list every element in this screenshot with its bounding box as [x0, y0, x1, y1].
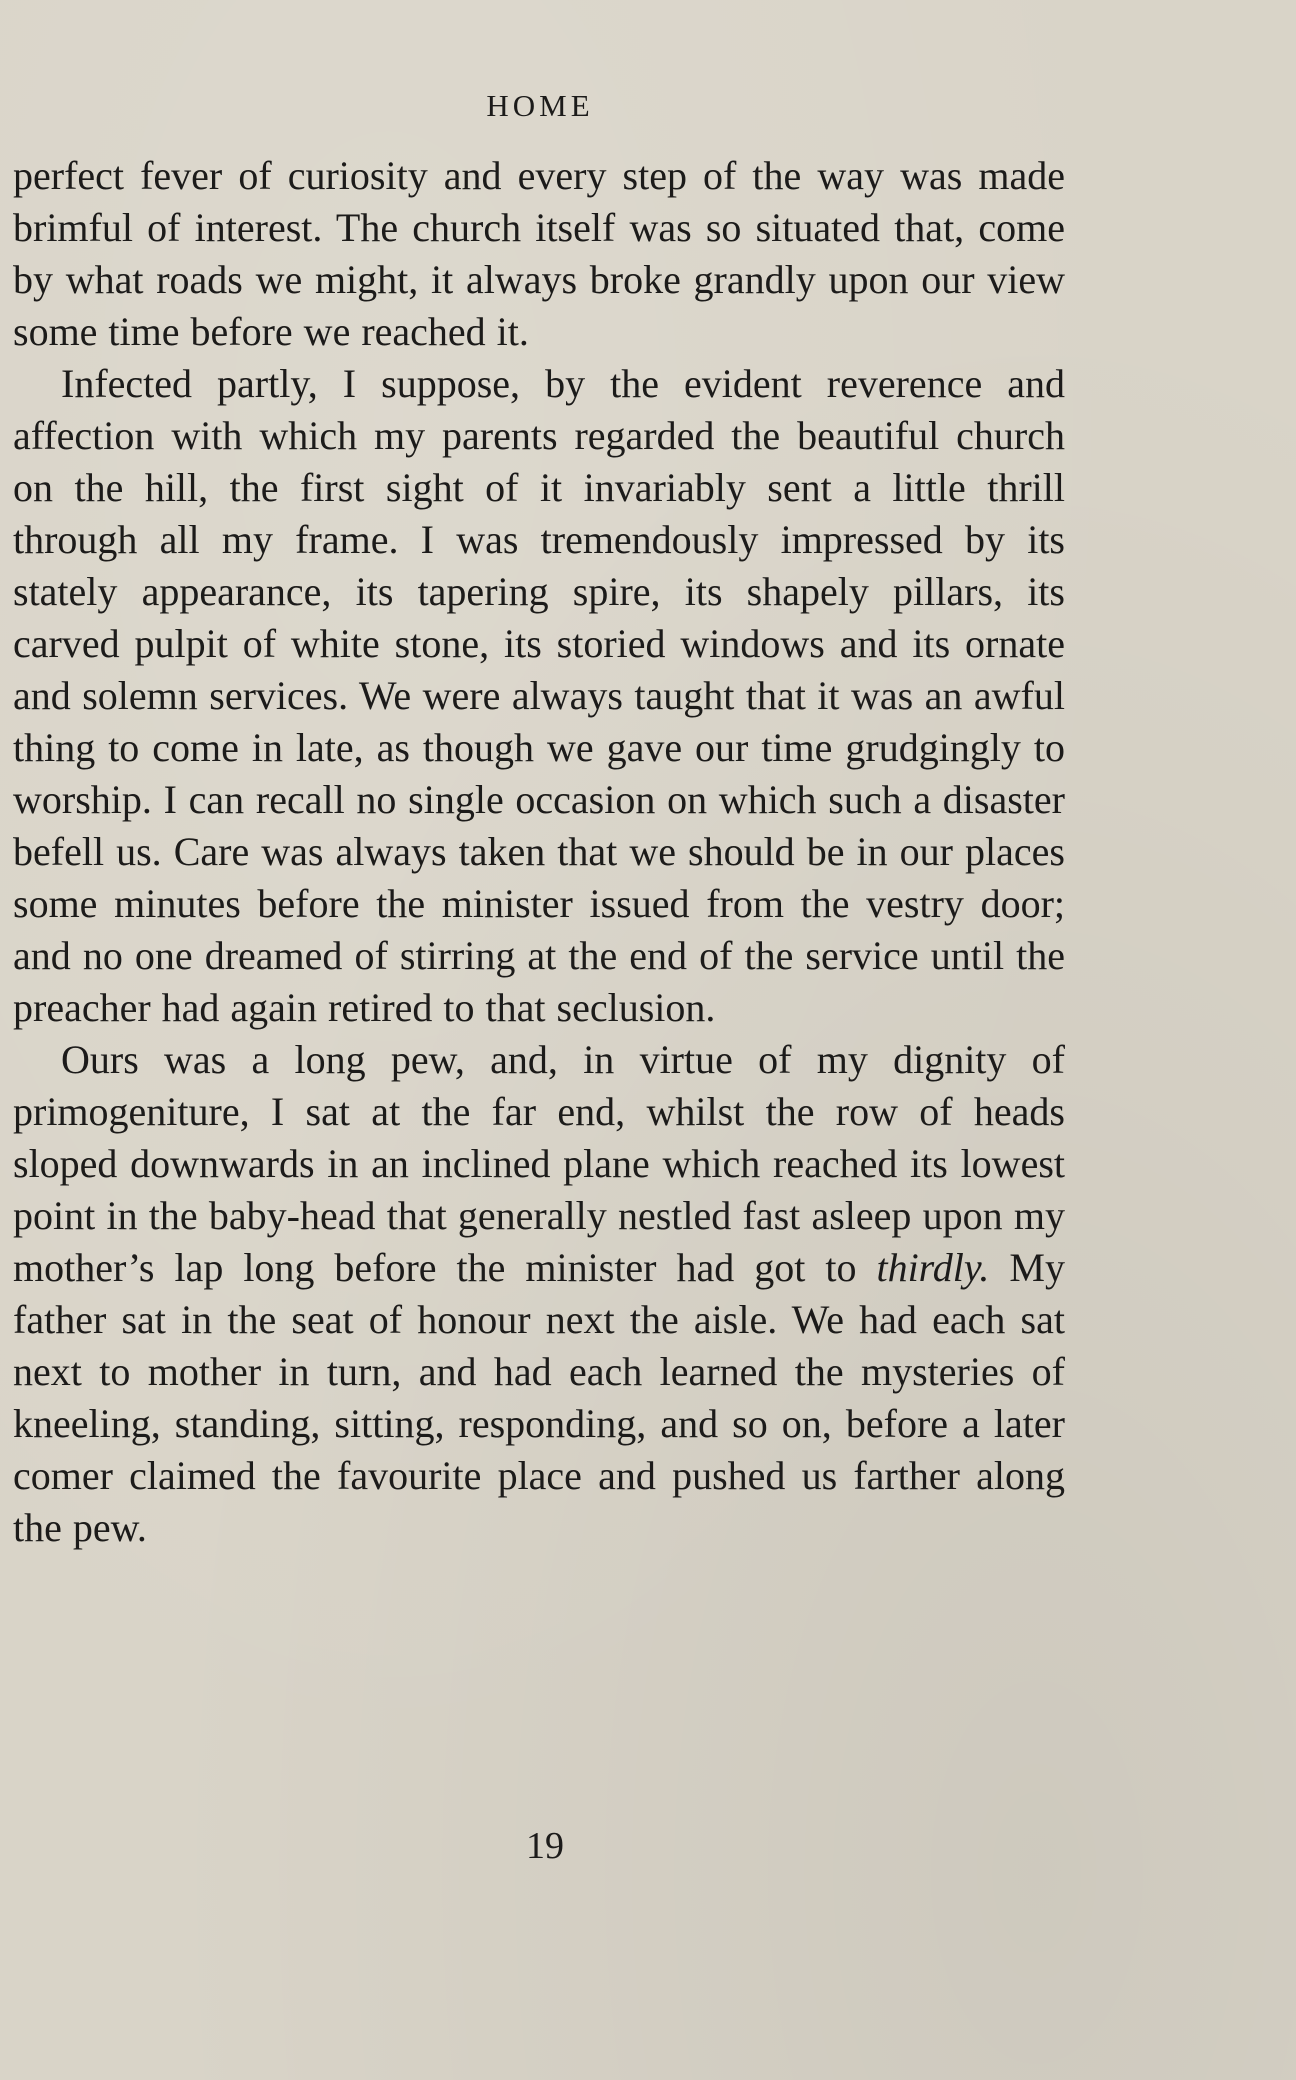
paragraph-1: perfect fever of curiosity and every step of the way was made brimful of interest. The church itself was so situated that, come by what roads we might, it always broke grandly upon our view some time before we reached it.	[13, 153, 1065, 354]
paragraph-3-italic: thirdly.	[876, 1245, 990, 1290]
body-text	[13, 150, 1065, 1554]
page-number: 19	[526, 1825, 564, 1867]
paragraph-3-text-after: My father sat in the seat of honour next the aisle. We had each sat next to mother in turn, and had each learned the mysteries of kneeling, standing, sitting, responding, and so on, before a later comer claimed the favourite place and pushed us farther along the pew.	[13, 1245, 1065, 1550]
paragraph-3	[13, 1034, 1065, 1554]
running-head: HOME	[486, 88, 594, 123]
paragraph-3-text-before: Ours was a long pew, and, in virtue of my dignity of primogeniture, I sat at the far end, whilst the row of heads sloped downwards in an inclined plane which reached its lowest point in the baby-head that generally nestled fast asleep upon my mother’s lap long before the minister had got to	[13, 1037, 1065, 1290]
paragraph-2: Infected partly, I suppose, by the evident reverence and affection with which my parents regarded the beautiful church on the hill, the first sight of it invariably sent a little thrill through all my frame. I was tremendously impressed by its stately appearance, its tapering spire, its shapely pillars, its carved pulpit of white stone, its storied windows and its ornate and solemn services. We were always taught that it was an awful thing to come in late, as though we gave our time grudgingly to worship. I can recall no single occasion on which such a disaster befell us. Care was always taken that we should be in our places some minutes before the minister issued from the vestry door; and no one dreamed of stirring at the end of the service until the preacher had again retired to that seclusion.	[13, 361, 1065, 1030]
